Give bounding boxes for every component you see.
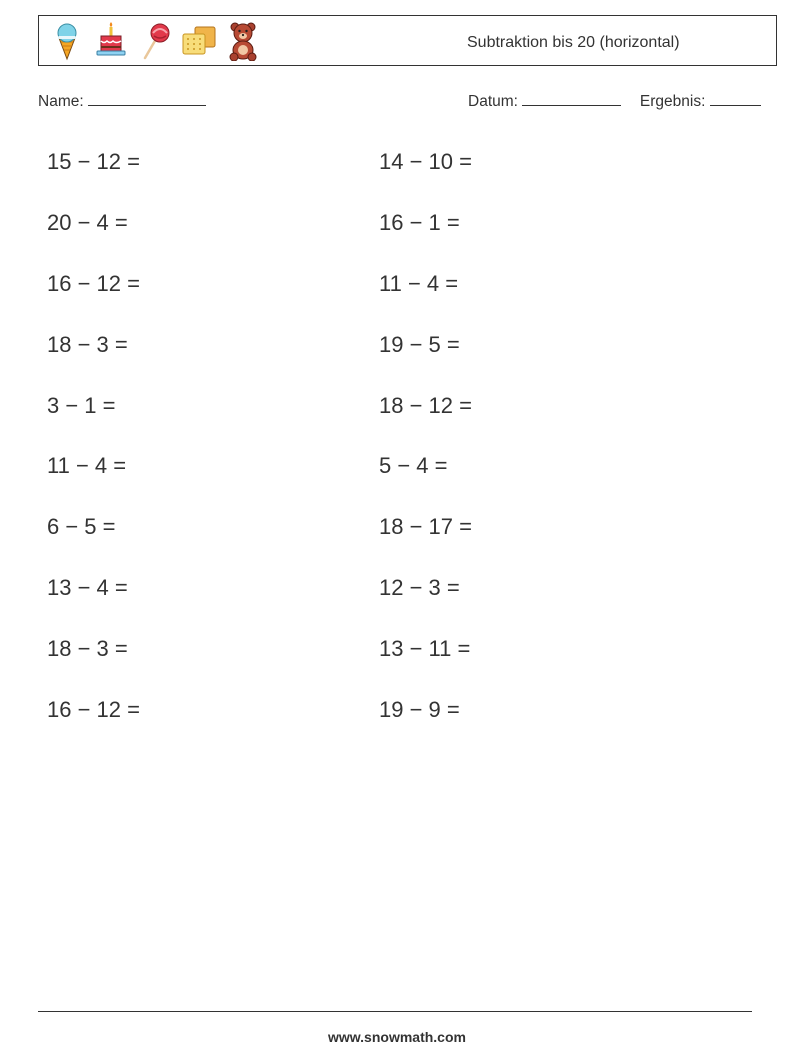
- subtraction-problem: 11 − 4 =: [47, 453, 127, 479]
- ice-cream-icon: [49, 21, 85, 61]
- subtraction-problem: 5 − 4 =: [379, 453, 448, 479]
- subtraction-problem: 14 − 10 =: [379, 149, 472, 174]
- date-label: Datum:: [468, 93, 518, 110]
- subtraction-problem: 13 − 11 =: [379, 636, 471, 662]
- subtraction-problem: 16 − 1 =: [379, 209, 460, 235]
- name-field[interactable]: [38, 93, 206, 111]
- result-label: Ergebnis:: [639, 93, 706, 110]
- footer-divider: [38, 1011, 752, 1012]
- subtraction-problem: 18 − 12 =: [379, 392, 472, 418]
- subtraction-problem: 19 − 5 =: [379, 331, 460, 357]
- lollipop-icon: [137, 21, 173, 61]
- name-blank-line: [88, 104, 206, 106]
- subtraction-problem: 16 − 12 =: [47, 270, 140, 296]
- student-info-row: [38, 93, 770, 115]
- header-icons: [49, 20, 269, 62]
- worksheet-title: Subtraktion bis 20 (horizontal): [467, 34, 680, 51]
- subtraction-problem: 11 − 4 =: [379, 270, 459, 296]
- subtraction-problem: 12 − 3 =: [379, 575, 460, 601]
- subtraction-problem: 15 − 12 =: [47, 149, 140, 174]
- subtraction-problem: 16 − 12 =: [47, 697, 140, 723]
- biscuit-icon: [181, 21, 217, 61]
- subtraction-problem: 18 − 3 =: [47, 636, 128, 662]
- subtraction-problem: 3 − 1 =: [47, 392, 116, 418]
- footer-website: www.snowmath.com: [328, 1029, 466, 1045]
- date-blank-line[interactable]: [522, 104, 621, 106]
- problem-grid: [47, 144, 747, 753]
- subtraction-problem: 18 − 17 =: [379, 514, 472, 540]
- subtraction-problem: 13 − 4 =: [47, 575, 128, 601]
- subtraction-problem: 20 − 4 =: [47, 209, 128, 235]
- subtraction-problem: 18 − 3 =: [47, 331, 128, 357]
- result-blank-line[interactable]: [710, 104, 761, 106]
- cake-icon: [93, 21, 129, 61]
- worksheet-header: [38, 15, 777, 66]
- date-result-fields: [468, 93, 761, 111]
- subtraction-problem: 6 − 5 =: [47, 514, 116, 540]
- name-label: Name:: [38, 93, 84, 110]
- teddy-bear-icon: [225, 21, 261, 61]
- subtraction-problem: 19 − 9 =: [379, 697, 460, 723]
